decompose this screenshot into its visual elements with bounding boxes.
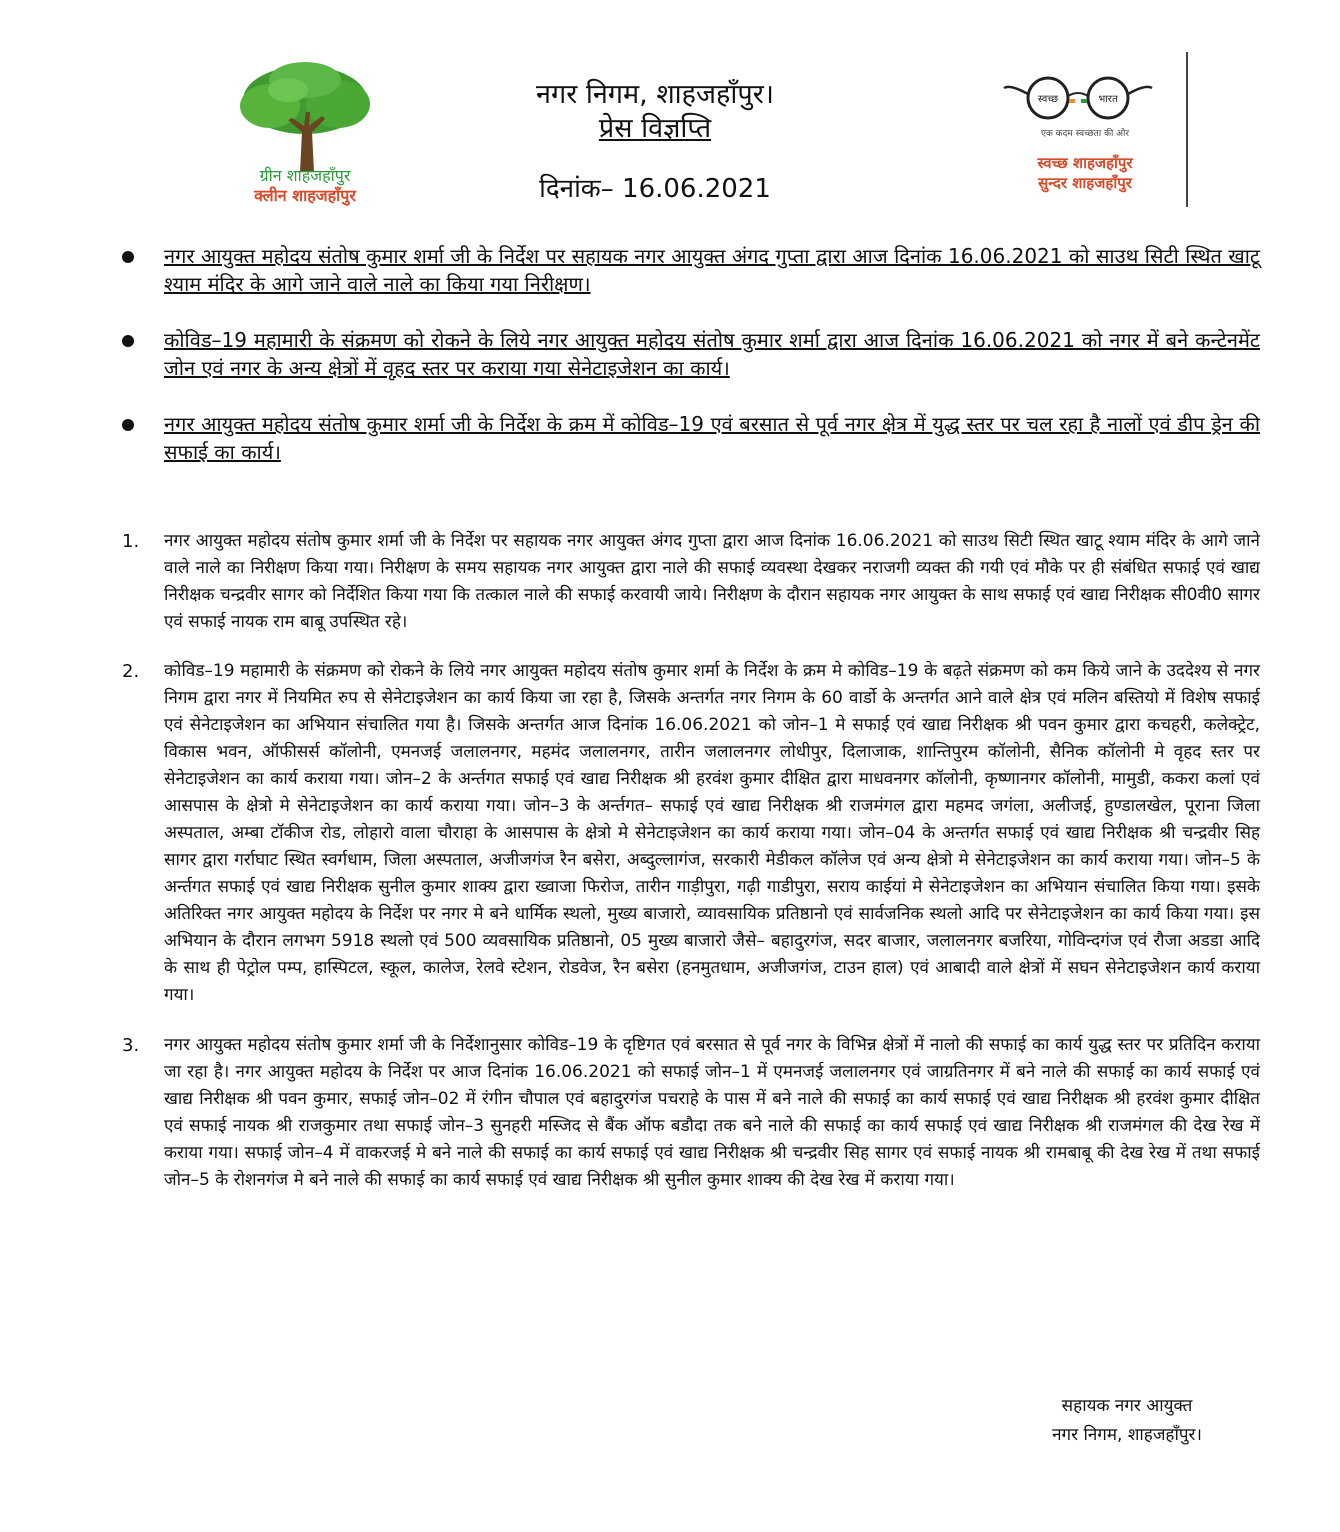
organization-title: नगर निगम, शाहजहाँपुर। (536, 79, 774, 110)
swachh-bharat-logo (990, 70, 1180, 205)
bullet-dot-icon (122, 251, 134, 263)
swachh-tagline: एक कदम स्वच्छता की ओर (1040, 129, 1130, 139)
bullet-item (120, 410, 1260, 466)
paragraph-item (120, 528, 1260, 636)
document-type-title: प्रेस विज्ञप्ति (598, 113, 712, 144)
signature-block (1012, 1392, 1242, 1450)
bullet-item (120, 242, 1260, 298)
bullet-dot-icon (122, 335, 134, 347)
paragraph-number: 2. (122, 661, 140, 682)
bullet-item (120, 326, 1260, 382)
paragraph-number: 3. (122, 1035, 140, 1056)
bullet-text: नगर आयुक्त महोदय संतोष कुमार शर्मा जी के निर्देश के क्रम में कोविड–19 एवं बरसात से पूर्व नगर क्षेत्र में युद्ध स्तर पर चल रहा है नालों एवं डीप ड्रेन की सफाई का कार्य। (164, 412, 1260, 464)
numbered-paragraphs (120, 528, 1260, 1194)
bullet-text: नगर आयुक्त महोदय संतोष कुमार शर्मा जी के निर्देश पर सहायक नगर आयुक्त अंगद गुप्ता द्वारा आज दिनांक 16.06.2021 को साउथ सिटी स्थित खाटू श्याम मंदिर के आगे जाने वाले नाले का किया गया निरीक्षण। (164, 244, 1260, 296)
paragraph-text: नगर आयुक्त महोदय संतोष कुमार शर्मा जी के निर्देशानुसार कोविड–19 के दृष्टिगत एवं बरसात से पूर्व नगर के विभिन्न क्षेत्रों में नालो की सफाई का कार्य युद्ध स्तर पर प्रतिदिन कराया जा रहा है। नगर आयुक्त महोदय के निर्देश पर आज दिनांक 16.06.2021 को सफाई जोन–1 में एमनजई जलालनगर एवं जाग्रतिनगर में बने नाले की सफाई का कार्य सफाई एवं खाद्य निरीक्षक श्री पवन कुमार, सफाई जोन–02 में रंगीन चौपाल एवं बहादुरगंज पचराहे के पास में बने नाले की सफाई का कार्य सफाई एवं खाद्य निरीक्षक श्री हरवंश कुमार दीक्षित एवं सफाई नायक श्री राजकुमार तथा सफाई जोन–3 सुनहरी मस्जिद से बैंक ऑफ बडौदा तक बने नाले की सफाई का कार्य सफाई एवं खाद्य निरीक्षक श्री राजमंगल की देख रेख में कराया गया। सफाई जोन–4 में वाकरजई मे बने नाले की सफाई का कार्य सफाई एवं खाद्य निरीक्षक श्री चन्द्रवीर सिह सागर एवं सफाई नायक श्री रामबाबू की देख रेख में तथा सफाई जोन–5 के रोशनगंज मे बने नाले की सफाई का कार्य सफाई एवं खाद्य निरीक्षक श्री सुनील कुमार शाक्य की देख रेख में कराया गया। (164, 1035, 1260, 1190)
document-date: दिनांक– 16.06.2021 (539, 174, 771, 204)
headline-bullets (120, 242, 1260, 494)
paragraph-number: 1. (122, 531, 140, 552)
lens-right-text: भारत (1098, 94, 1118, 105)
paragraph-text: नगर आयुक्त महोदय संतोष कुमार शर्मा जी के निर्देश पर सहायक नगर आयुक्त अंगद गुप्ता द्वारा आज दिनांक 16.06.2021 को साउथ सिटी स्थित खाटू श्याम मंदिर के आगे जाने वाले नाले का निरीक्षण किया गया। निरीक्षण के समय सहायक नगर आयुक्त द्वारा नाले की सफाई व्यवस्था देखकर नराजगी व्यक्त की गयी एवं मौके पर ही संबंधित सफाई एवं खाद्य निरीक्षक चन्द्रवीर सागर को निर्देशित किया गया कि तत्काल नाले की सफाई करवायी जाये। निरीक्षण के दौरान सहायक नगर आयुक्त के साथ सफाई एवं खाद्य निरीक्षक सी0वी0 सागर एवं सफाई नायक राम बाबू उपस्थित रहे। (164, 531, 1260, 632)
bullet-dot-icon (122, 419, 134, 431)
left-logo-line2: क्लीन शाहजहाँपुर (254, 186, 356, 205)
spectacles-icon (990, 70, 1180, 120)
right-logo-line1: स्वच्छ शाहजहाँपुर (1037, 154, 1133, 172)
bullet-text: कोविड–19 महामारी के संक्रमण को रोकने के लिये नगर आयुक्त महोदय संतोष कुमार शर्मा द्वारा आज दिनांक 16.06.2021 को नगर में बने कन्टेनमेंट जोन एवं नगर के अन्य क्षेत्रों में वृहद स्तर पर कराया गया सेनेटाइजेशन का कार्य। (164, 328, 1260, 380)
paragraph-text: कोविड–19 महामारी के संक्रमण को रोकने के लिये नगर आयुक्त महोदय संतोष कुमार शर्मा के निर्देश के क्रम मे कोविड–19 के बढ़ते संक्रमण को कम किये जाने के उददेश्य से नगर निगम द्वारा नगर में नियमित रुप से सेनेटाइजेशन का कार्य किया जा रहा है, जिसके अन्तर्गत नगर निगम के 60 वार्डो के अन्तर्गत आने वाले क्षेत्र एवं मलिन बस्तियो में विशेष सफाई एवं सेनेटाइजेशन का अभियान संचालित गया है। जिसके अन्तर्गत आज दिनांक 16.06.2021 को जोन–1 मे सफाई एवं खाद्य निरीक्षक श्री पवन कुमार द्वारा कचहरी, कलेक्ट्रेट, विकास भवन, ऑफीसर्स कॉलोनी, एमनजई जलालनगर, महमंद जलालनगर, तारीन जलालनगर लोधीपुर, दिलाजाक, शान्तिपुरम कॉलोनी, सैनिक कॉलोनी मे वृहद स्तर पर सेनेटाइजेशन का कार्य कराया गया। जोन–2 के अर्न्तगत सफाई एवं खाद्य निरीक्षक श्री हरवंश कुमार दीक्षित द्वारा माधवनगर कॉलोनी, कृष्णानगर कॉलोनी, मामुडी, ककरा कलां एवं आसपास के क्षेत्रो मे सेनेटाइजेशन का कार्य कराया गया। जोन–3 के अर्न्तगत– सफाई एवं खाद्य निरीक्षक श्री राजमंगल द्वारा महमद जगंला, अलीजई, हुण्डालखेल, पूराना जिला अस्पताल, अम्बा टॉकीज रोड, लोहारो वाला चौराहा के आसपास के क्षेत्रो मे सेनेटाइजेशन का कार्य कराया गया। जोन–04 के अन्तर्गत सफाई एवं खाद्य निरीक्षक श्री चन्द्रवीर सिह सागर द्वारा गर्राघाट स्थित स्वर्गधाम, जिला अस्पताल, अजीजगंज रैन बसेरा, अब्दुल्लागंज, सरकारी मेडीकल कॉलेज एवं अन्य क्षेत्रो मे सेनेटाइजेशन का कार्य कराया गया। जोन–5 के अर्न्तगत सफाई एवं खाद्य निरीक्षक सुनील कुमार शाक्य द्वारा ख्वाजा फिरोज, तारीन गाड़ीपुरा, गढ़ी गाडीपुरा, सराय काईयां मे सेनेटाइजेशन का अभियान संचालित किया गया। इसके अतिरिक्त नगर आयुक्त महोदय के निर्देश पर नगर मे बने धार्मिक स्थलो, मुख्य बाजारो, व्यावसायिक प्रतिष्ठानो एवं सार्वजनिक स्थलो आदि पर सेनेटाइजेशन का कार्य किया गया। इस अभियान के दौरान लगभग 5918 स्थलो एवं 500 व्यवसायिक प्रतिष्ठानो, 05 मुख्य बाजारो जैसे– बहादुरगंज, सदर बाजार, जलालनगर बजरिया, गोविन्दगंज एवं रौजा अडडा आदि के साथ ही पेट्रोल पम्प, हास्पिटल, स्कूल, कालेज, रेलवे स्टेशन, रोडवेज, रैन बसेरा (हनमुतधाम, अजीजगंज, टाउन हाल) एवं आबादी वाले क्षेत्रों में सघन सेनेटाइजेशन कार्य कराया गया। (164, 661, 1260, 1005)
green-shahjahanpur-logo (200, 60, 410, 210)
right-logo-line2: सुन्दर शाहजहाँपुर (1038, 174, 1132, 192)
document-header (430, 78, 880, 206)
left-logo-line1: ग्रीन शाहजहाँपुर (259, 166, 351, 185)
paragraph-item (120, 658, 1260, 1009)
signatory-office: नगर निगम, शाहजहाँपुर। (1052, 1425, 1202, 1445)
tree-icon (230, 60, 380, 172)
lens-left-text: स्वच्छ (1037, 94, 1059, 105)
signatory-designation: सहायक नगर आयुक्त (1061, 1396, 1193, 1416)
header-divider (1186, 52, 1188, 207)
paragraph-item (120, 1032, 1260, 1194)
